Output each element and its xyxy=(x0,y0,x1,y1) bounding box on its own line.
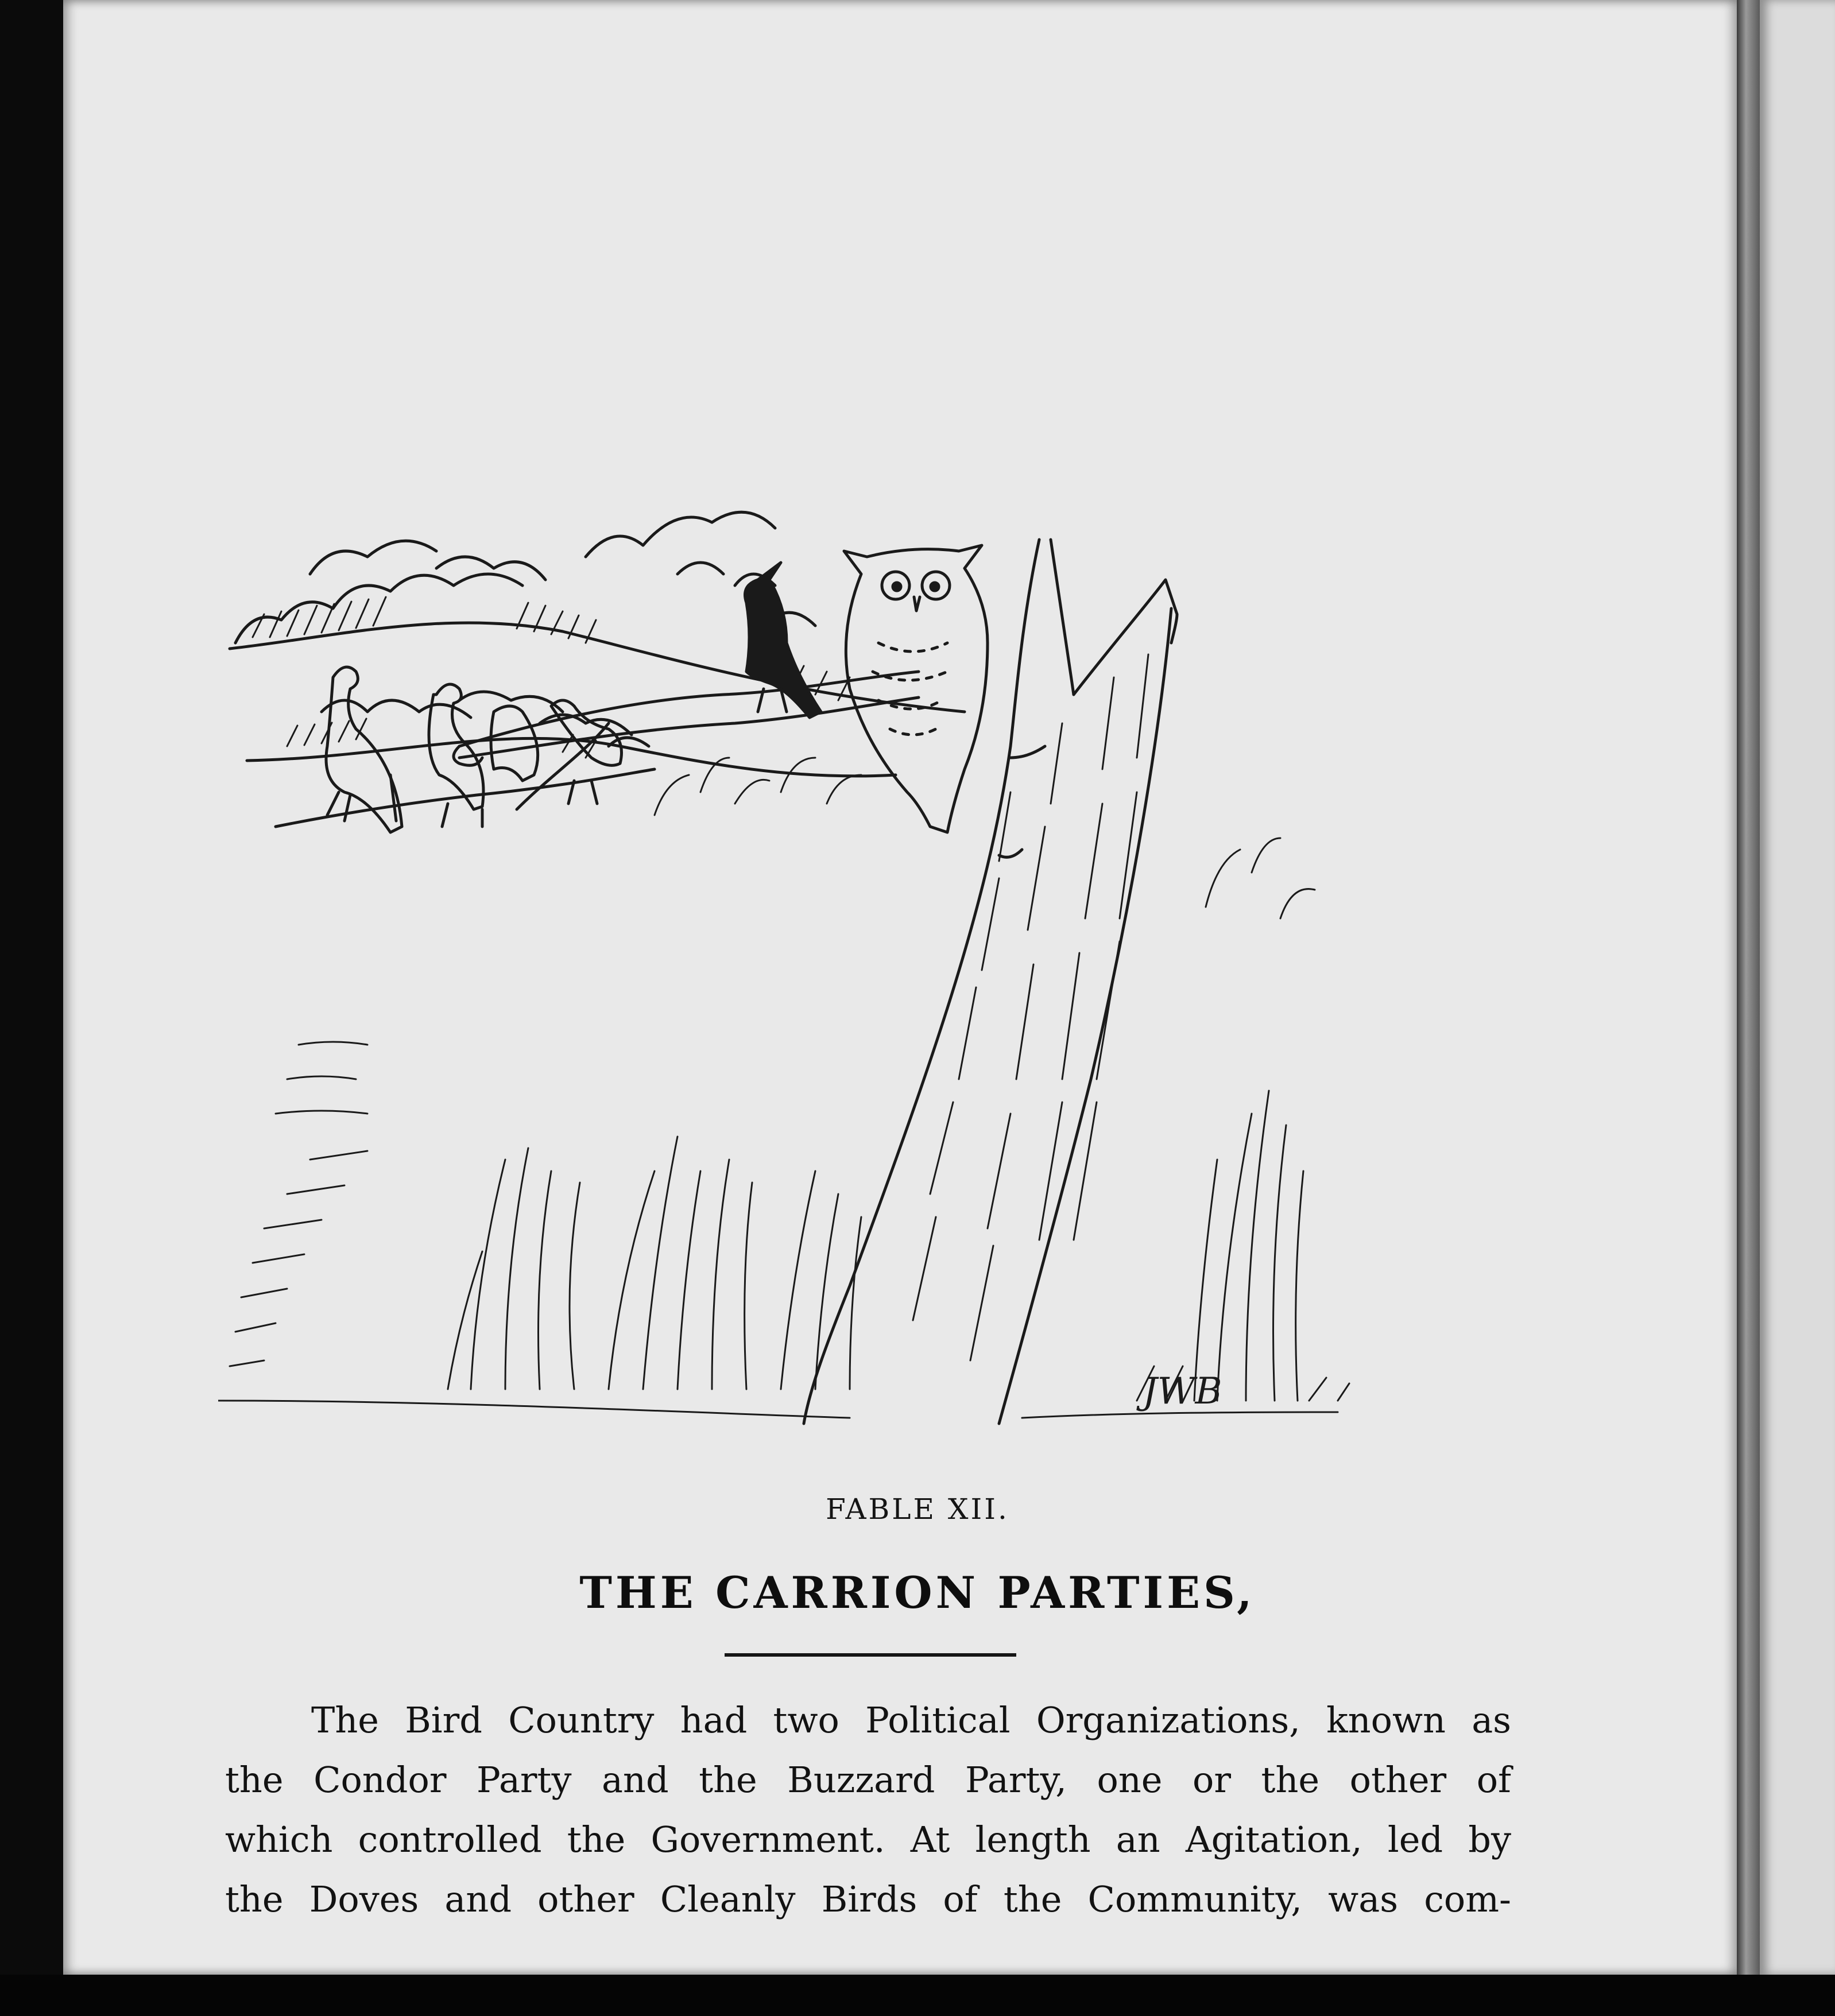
body-line-2: the Condor Party and the Buzzard Party, one or the other of xyxy=(225,1759,1511,1801)
body-line-1: The Bird Country had two Political Organizations, known as xyxy=(311,1699,1511,1741)
condor-flock xyxy=(276,667,655,832)
body-line-3: which controlled the Government. At length an Agitation, led by xyxy=(225,1819,1511,1860)
owl xyxy=(844,545,988,832)
artist-signature: JWB xyxy=(1143,1370,1222,1413)
body-line-4: the Doves and other Cleanly Birds of the Community, was com- xyxy=(225,1878,1511,1920)
book-gutter xyxy=(1737,0,1760,1975)
foreground-grass xyxy=(218,758,1349,1418)
scan-bottom-edge xyxy=(0,1975,1835,2016)
title-rule xyxy=(725,1653,1016,1657)
tree-trunk xyxy=(804,540,1177,1424)
blackbird xyxy=(745,563,822,718)
fable-illustration xyxy=(218,505,1539,1458)
fable-body xyxy=(225,1691,1511,1929)
fable-number: FABLE XII. xyxy=(826,1492,1009,1526)
fable-title: THE CARRION PARTIES, xyxy=(579,1567,1256,1618)
adjacent-page-edge xyxy=(1760,0,1835,1975)
